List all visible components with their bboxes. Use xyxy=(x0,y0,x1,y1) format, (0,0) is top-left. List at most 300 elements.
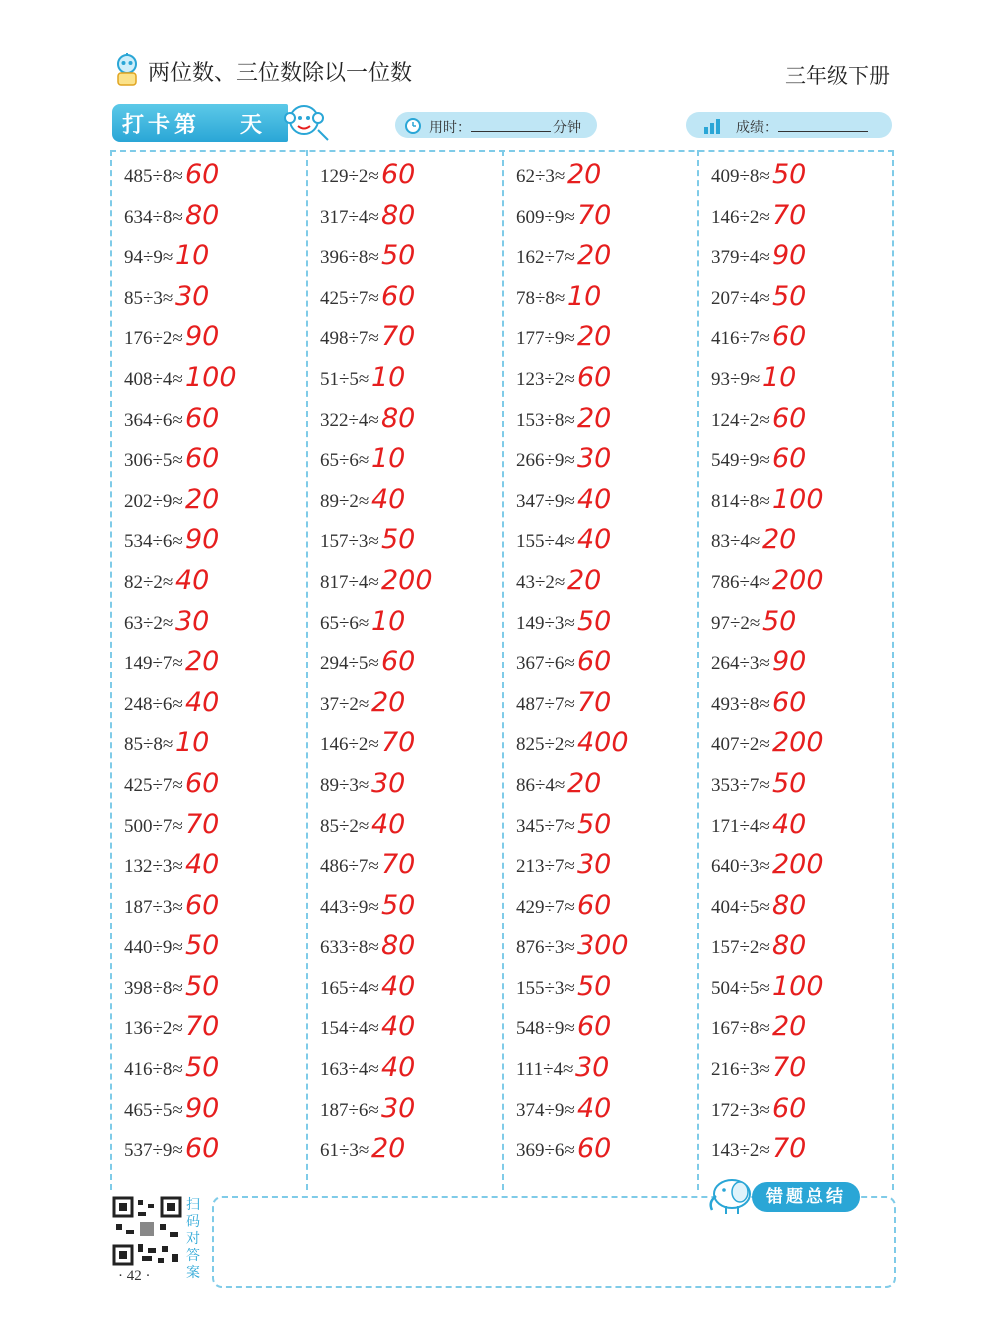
problem-item xyxy=(502,1092,692,1137)
problem-question: 93÷9≈ xyxy=(711,368,761,390)
handwritten-answer: 80 xyxy=(772,930,807,962)
problem-item xyxy=(110,280,300,325)
handwritten-answer: 30 xyxy=(381,1092,416,1124)
problem-question: 786÷4≈ xyxy=(711,571,770,593)
problem-question: 51÷5≈ xyxy=(320,368,370,390)
problem-item xyxy=(306,199,496,244)
qr-code-icon xyxy=(112,1196,182,1266)
problem-question: 163÷4≈ xyxy=(320,1059,379,1081)
problem-item xyxy=(502,321,692,365)
problem-question: 486÷7≈ xyxy=(320,856,379,878)
problem-question: 504÷5≈ xyxy=(711,977,770,999)
problem-question: 817÷4≈ xyxy=(320,571,379,593)
problem-question: 266÷9≈ xyxy=(516,450,575,472)
problem-item xyxy=(110,1052,300,1096)
problem-item xyxy=(697,646,887,690)
problem-item xyxy=(306,930,496,974)
problem-question: 187÷3≈ xyxy=(124,896,183,918)
problem-question: 153÷8≈ xyxy=(516,409,575,431)
problem-question: 202÷9≈ xyxy=(124,490,183,512)
problem-question: 353÷7≈ xyxy=(711,774,770,796)
handwritten-answer: 30 xyxy=(575,1052,610,1084)
problem-item xyxy=(306,889,496,934)
problem-question: 171÷4≈ xyxy=(711,815,770,837)
problem-item xyxy=(502,970,692,1015)
handwritten-answer: 70 xyxy=(772,1133,807,1165)
time-field xyxy=(395,112,597,138)
problem-question: 124÷2≈ xyxy=(711,409,770,431)
handwritten-answer: 60 xyxy=(772,686,807,718)
problem-question: 94÷9≈ xyxy=(124,247,174,269)
problem-question: 440÷9≈ xyxy=(124,937,183,959)
problem-question: 213÷7≈ xyxy=(516,856,575,878)
problem-question: 534÷6≈ xyxy=(124,531,183,553)
handwritten-answer: 20 xyxy=(577,321,612,353)
handwritten-answer: 40 xyxy=(772,808,807,840)
handwritten-answer: 50 xyxy=(577,605,612,637)
problem-question: 537÷9≈ xyxy=(124,1140,183,1162)
checkin-day-label: 天 xyxy=(240,112,263,137)
problem-item xyxy=(110,443,300,487)
handwritten-answer: 20 xyxy=(577,402,612,434)
problem-question: 146÷2≈ xyxy=(320,734,379,756)
problem-item xyxy=(306,646,496,690)
problem-question: 78÷8≈ xyxy=(516,287,566,309)
handwritten-answer: 60 xyxy=(185,1133,220,1165)
problem-item xyxy=(697,767,887,812)
handwritten-answer: 60 xyxy=(185,443,220,475)
problem-question: 407÷2≈ xyxy=(711,734,770,756)
handwritten-answer: 60 xyxy=(772,1092,807,1124)
handwritten-answer: 200 xyxy=(772,849,824,881)
problem-question: 465÷5≈ xyxy=(124,1099,183,1121)
problem-question: 487÷7≈ xyxy=(516,693,575,715)
handwritten-answer: 70 xyxy=(772,1052,807,1084)
problem-item xyxy=(306,686,496,731)
problem-question: 111÷4≈ xyxy=(516,1059,574,1081)
handwritten-answer: 100 xyxy=(772,970,824,1002)
handwritten-answer: 20 xyxy=(577,240,612,272)
handwritten-answer: 90 xyxy=(185,524,220,556)
problem-question: 136÷2≈ xyxy=(124,1018,183,1040)
problem-question: 640÷3≈ xyxy=(711,856,770,878)
handwritten-answer: 10 xyxy=(371,443,406,475)
handwritten-answer: 50 xyxy=(772,767,807,799)
problem-item xyxy=(110,1092,300,1137)
handwritten-answer: 40 xyxy=(577,524,612,556)
scan-answer-label: 扫码对答案 xyxy=(186,1196,200,1280)
problem-item xyxy=(110,767,300,812)
problem-item xyxy=(502,199,692,244)
problem-question: 374÷9≈ xyxy=(516,1099,575,1121)
problem-question: 500÷7≈ xyxy=(124,815,183,837)
problem-item xyxy=(502,889,692,934)
handwritten-answer: 20 xyxy=(567,159,602,190)
problem-question: 146÷2≈ xyxy=(711,206,770,228)
problem-question: 157÷3≈ xyxy=(320,531,379,553)
problem-question: 825÷2≈ xyxy=(516,734,575,756)
problem-question: 129÷2≈ xyxy=(320,166,379,187)
handwritten-answer: 10 xyxy=(371,361,406,393)
problem-question: 306÷5≈ xyxy=(124,450,183,472)
alarm-clock-icon xyxy=(403,115,423,135)
handwritten-answer: 60 xyxy=(772,402,807,434)
problem-item xyxy=(110,159,300,203)
problem-item xyxy=(306,321,496,365)
handwritten-answer: 40 xyxy=(577,483,612,515)
handwritten-answer: 40 xyxy=(381,970,416,1002)
handwritten-answer: 60 xyxy=(577,361,612,393)
handwritten-answer: 70 xyxy=(577,686,612,718)
handwritten-answer: 40 xyxy=(185,686,220,718)
handwritten-answer: 20 xyxy=(371,686,406,718)
handwritten-answer: 90 xyxy=(772,240,807,272)
handwritten-answer: 60 xyxy=(185,159,220,190)
problem-item xyxy=(697,361,887,406)
handwritten-answer: 40 xyxy=(371,808,406,840)
problem-item xyxy=(697,1052,887,1096)
problem-question: 379÷4≈ xyxy=(711,247,770,269)
problem-question: 345÷7≈ xyxy=(516,815,575,837)
handwritten-answer: 20 xyxy=(185,646,220,678)
problem-question: 498÷7≈ xyxy=(320,328,379,350)
problem-question: 416÷8≈ xyxy=(124,1059,183,1081)
problem-column xyxy=(306,159,496,1177)
problem-item xyxy=(110,199,300,244)
handwritten-answer: 30 xyxy=(577,443,612,475)
problem-question: 364÷6≈ xyxy=(124,409,183,431)
handwritten-answer: 10 xyxy=(567,280,602,312)
handwritten-answer: 10 xyxy=(371,605,406,637)
problem-question: 404÷5≈ xyxy=(711,896,770,918)
handwritten-answer: 200 xyxy=(772,727,824,759)
problem-item xyxy=(306,767,496,812)
problem-item xyxy=(306,524,496,568)
handwritten-answer: 60 xyxy=(185,767,220,799)
problem-question: 85÷8≈ xyxy=(124,734,174,756)
problem-question: 814÷8≈ xyxy=(711,490,770,512)
problem-item xyxy=(697,686,887,731)
problem-question: 634÷8≈ xyxy=(124,206,183,228)
problem-item xyxy=(502,605,692,650)
problem-question: 154÷4≈ xyxy=(320,1018,379,1040)
problem-question: 633÷8≈ xyxy=(320,937,379,959)
handwritten-answer: 90 xyxy=(772,646,807,678)
problem-question: 493÷8≈ xyxy=(711,693,770,715)
problem-question: 416÷7≈ xyxy=(711,328,770,350)
problem-item xyxy=(502,686,692,731)
score-field xyxy=(686,112,892,138)
handwritten-answer: 10 xyxy=(175,727,210,759)
handwritten-answer: 200 xyxy=(381,564,433,596)
problem-question: 322÷4≈ xyxy=(320,409,379,431)
problem-item xyxy=(502,767,692,812)
problem-item xyxy=(306,727,496,771)
problem-item xyxy=(697,199,887,244)
problem-item xyxy=(110,686,300,731)
problem-question: 86÷4≈ xyxy=(516,774,566,796)
problem-question: 43÷2≈ xyxy=(516,571,566,593)
handwritten-answer: 30 xyxy=(175,280,210,312)
problem-item xyxy=(502,483,692,528)
problem-item xyxy=(306,159,496,203)
problem-item xyxy=(502,1133,692,1177)
problem-column xyxy=(110,159,300,1177)
problem-question: 155÷3≈ xyxy=(516,977,575,999)
problem-item xyxy=(502,402,692,447)
handwritten-answer: 70 xyxy=(185,808,220,840)
handwritten-answer: 50 xyxy=(381,889,416,921)
problem-item xyxy=(697,1092,887,1137)
problem-item xyxy=(306,1011,496,1055)
problem-item xyxy=(110,970,300,1015)
problem-item xyxy=(697,808,887,853)
handwritten-answer: 40 xyxy=(185,849,220,881)
problem-item xyxy=(697,1133,887,1177)
problem-item xyxy=(502,930,692,974)
problem-column xyxy=(697,159,887,1177)
handwritten-answer: 80 xyxy=(185,199,220,231)
handwritten-answer: 40 xyxy=(371,483,406,515)
problem-column xyxy=(502,159,692,1177)
handwritten-answer: 40 xyxy=(175,564,210,596)
problem-question: 609÷9≈ xyxy=(516,206,575,228)
problem-question: 347÷9≈ xyxy=(516,490,575,512)
problem-item xyxy=(110,727,300,771)
handwritten-answer: 70 xyxy=(772,199,807,231)
problem-question: 85÷2≈ xyxy=(320,815,370,837)
robot-logo-icon xyxy=(110,52,144,88)
problem-question: 97÷2≈ xyxy=(711,612,761,634)
handwritten-answer: 50 xyxy=(577,970,612,1002)
error-summary-label: 错题总结 xyxy=(752,1182,860,1212)
problem-question: 82÷2≈ xyxy=(124,571,174,593)
problem-item xyxy=(110,564,300,609)
problem-question: 429÷7≈ xyxy=(516,896,575,918)
problem-item xyxy=(306,1133,496,1177)
problem-question: 89÷3≈ xyxy=(320,774,370,796)
problem-item xyxy=(110,849,300,893)
problem-item xyxy=(306,483,496,528)
problem-item xyxy=(502,361,692,406)
time-unit: 分钟 xyxy=(553,119,581,135)
time-label: 用时： xyxy=(429,119,471,135)
problem-question: 425÷7≈ xyxy=(124,774,183,796)
problem-item xyxy=(110,808,300,853)
handwritten-answer: 20 xyxy=(371,1133,406,1165)
problem-question: 155÷4≈ xyxy=(516,531,575,553)
problem-item xyxy=(502,240,692,284)
handwritten-answer: 70 xyxy=(185,1011,220,1043)
problem-question: 165÷4≈ xyxy=(320,977,379,999)
handwritten-answer: 10 xyxy=(175,240,210,272)
handwritten-answer: 50 xyxy=(381,524,416,556)
problem-item xyxy=(306,1092,496,1137)
handwritten-answer: 80 xyxy=(381,199,416,231)
bar-chart-icon xyxy=(702,115,724,135)
problem-question: 123÷2≈ xyxy=(516,368,575,390)
problem-item xyxy=(110,402,300,447)
handwritten-answer: 50 xyxy=(185,1052,220,1084)
handwritten-answer: 70 xyxy=(381,321,416,353)
problem-item xyxy=(306,443,496,487)
problem-question: 207÷4≈ xyxy=(711,287,770,309)
problem-item xyxy=(697,321,887,365)
problem-item xyxy=(110,605,300,650)
checkin-label: 打卡第 xyxy=(122,112,201,137)
handwritten-answer: 80 xyxy=(772,889,807,921)
problem-question: 65÷6≈ xyxy=(320,450,370,472)
problem-item xyxy=(306,849,496,893)
handwritten-answer: 70 xyxy=(577,199,612,231)
problem-item xyxy=(697,280,887,325)
problem-question: 63÷2≈ xyxy=(124,612,174,634)
problem-question: 264÷3≈ xyxy=(711,653,770,675)
problem-grid xyxy=(110,150,894,1190)
checkin-banner xyxy=(112,104,288,142)
problem-item xyxy=(502,1011,692,1055)
handwritten-answer: 10 xyxy=(762,361,797,393)
problem-question: 65÷6≈ xyxy=(320,612,370,634)
problem-item xyxy=(306,1052,496,1096)
problem-question: 317÷4≈ xyxy=(320,206,379,228)
problem-question: 83÷4≈ xyxy=(711,531,761,553)
problem-item xyxy=(110,889,300,934)
handwritten-answer: 50 xyxy=(185,930,220,962)
grade-label: 三年级下册 xyxy=(785,65,890,88)
problem-item xyxy=(306,402,496,447)
elephant-icon xyxy=(704,1174,756,1216)
problem-item xyxy=(502,443,692,487)
problem-item xyxy=(306,605,496,650)
problem-item xyxy=(697,402,887,447)
problem-item xyxy=(110,321,300,365)
problem-item xyxy=(110,1011,300,1055)
handwritten-answer: 60 xyxy=(185,402,220,434)
problem-question: 172÷3≈ xyxy=(711,1099,770,1121)
problem-question: 149÷7≈ xyxy=(124,653,183,675)
time-blank[interactable] xyxy=(471,131,551,132)
score-blank[interactable] xyxy=(778,131,868,132)
handwritten-answer: 60 xyxy=(381,280,416,312)
problem-question: 367÷6≈ xyxy=(516,653,575,675)
problem-item xyxy=(697,443,887,487)
handwritten-answer: 20 xyxy=(772,1011,807,1043)
problem-item xyxy=(697,889,887,934)
problem-question: 149÷3≈ xyxy=(516,612,575,634)
handwritten-answer: 400 xyxy=(577,727,629,759)
handwritten-answer: 80 xyxy=(381,930,416,962)
problem-item xyxy=(697,159,887,203)
problem-item xyxy=(697,930,887,974)
problem-item xyxy=(502,646,692,690)
problem-item xyxy=(502,849,692,893)
handwritten-answer: 60 xyxy=(772,443,807,475)
handwritten-answer: 30 xyxy=(371,767,406,799)
problem-item xyxy=(697,240,887,284)
handwritten-answer: 40 xyxy=(381,1052,416,1084)
handwritten-answer: 90 xyxy=(185,1092,220,1124)
problem-question: 294÷5≈ xyxy=(320,653,379,675)
page-title: 两位数、三位数除以一位数 xyxy=(148,60,413,85)
handwritten-answer: 200 xyxy=(772,564,824,596)
problem-item xyxy=(306,240,496,284)
handwritten-answer: 60 xyxy=(185,889,220,921)
handwritten-answer: 50 xyxy=(185,970,220,1002)
page-number: · 42 · xyxy=(118,1268,151,1284)
problem-question: 61÷3≈ xyxy=(320,1140,370,1162)
problem-item xyxy=(697,605,887,650)
handwritten-answer: 30 xyxy=(577,849,612,881)
problem-item xyxy=(110,646,300,690)
handwritten-answer: 50 xyxy=(381,240,416,272)
problem-question: 408÷4≈ xyxy=(124,368,183,390)
problem-item xyxy=(110,361,300,406)
problem-item xyxy=(306,808,496,853)
problem-item xyxy=(502,564,692,609)
handwritten-answer: 40 xyxy=(577,1092,612,1124)
problem-item xyxy=(697,524,887,568)
problem-question: 409÷8≈ xyxy=(711,166,770,187)
problem-item xyxy=(502,808,692,853)
problem-question: 398÷8≈ xyxy=(124,977,183,999)
problem-item xyxy=(110,240,300,284)
problem-question: 37÷2≈ xyxy=(320,693,370,715)
problem-item xyxy=(502,280,692,325)
problem-question: 548÷9≈ xyxy=(516,1018,575,1040)
problem-question: 89÷2≈ xyxy=(320,490,370,512)
handwritten-answer: 30 xyxy=(175,605,210,637)
handwritten-answer: 50 xyxy=(772,159,807,190)
problem-item xyxy=(306,280,496,325)
problem-question: 369÷6≈ xyxy=(516,1140,575,1162)
monkey-mascot-icon xyxy=(282,100,332,146)
handwritten-answer: 50 xyxy=(772,280,807,312)
handwritten-answer: 60 xyxy=(577,646,612,678)
problem-question: 216÷3≈ xyxy=(711,1059,770,1081)
handwritten-answer: 70 xyxy=(381,727,416,759)
handwritten-answer: 50 xyxy=(762,605,797,637)
problem-item xyxy=(697,970,887,1015)
problem-item xyxy=(110,483,300,528)
handwritten-answer: 20 xyxy=(567,564,602,596)
problem-question: 425÷7≈ xyxy=(320,287,379,309)
problem-question: 248÷6≈ xyxy=(124,693,183,715)
grid-divider xyxy=(892,150,894,1190)
problem-item xyxy=(110,930,300,974)
problem-item xyxy=(502,727,692,771)
problem-question: 85÷3≈ xyxy=(124,287,174,309)
page-header xyxy=(110,50,900,100)
problem-item xyxy=(306,361,496,406)
problem-item xyxy=(697,564,887,609)
problem-question: 167÷8≈ xyxy=(711,1018,770,1040)
problem-item xyxy=(110,524,300,568)
handwritten-answer: 70 xyxy=(381,849,416,881)
problem-item xyxy=(697,727,887,771)
handwritten-answer: 90 xyxy=(185,321,220,353)
problem-question: 157÷2≈ xyxy=(711,937,770,959)
handwritten-answer: 60 xyxy=(577,889,612,921)
problem-item xyxy=(502,1052,692,1096)
problem-question: 443÷9≈ xyxy=(320,896,379,918)
handwritten-answer: 20 xyxy=(567,767,602,799)
problem-item xyxy=(502,524,692,568)
problem-question: 396÷8≈ xyxy=(320,247,379,269)
handwritten-answer: 60 xyxy=(381,159,416,190)
handwritten-answer: 20 xyxy=(762,524,797,556)
handwritten-answer: 60 xyxy=(577,1011,612,1043)
